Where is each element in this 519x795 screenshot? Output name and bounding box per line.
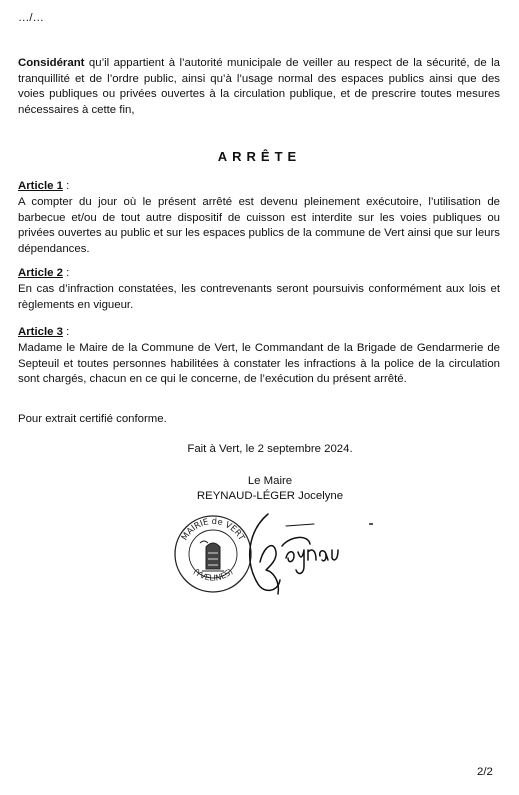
stray-mark [369,523,373,525]
article-3-text: Madame le Maire de la Commune de Vert, le Commandant de la Brigade de Gendarmerie de Septeuil et toutes personnes habilitées à constater les infractions à la police de la circulation sont chargés, chacun en ce qui le concerne, de l’exécution du présent arrêté. [18,342,500,386]
article-1-colon: : [62,180,70,192]
page-continuation-marker: …/… [18,12,44,24]
signatory-role: Le Maire [247,475,293,487]
stamp-emblem [200,541,224,571]
stamp-bottom-text: (YVELINES) [191,566,235,583]
article-2-text: En cas d’infraction constatées, les contrevenants seront poursuivis conformément aux lois et règlements en vigueur. [18,283,500,311]
decree-title: ARRÊTE [217,149,302,164]
considerant-lead: Considérant [18,57,85,69]
page-number: 2/2 [477,766,493,778]
article-1-heading [18,179,69,195]
article-1-label: Article 1 [18,180,63,192]
article-3-heading [18,325,69,341]
article-3-colon: : [62,326,70,338]
certification-line: Pour extrait certifié conforme. [18,413,167,425]
article-1-text: A compter du jour où le présent arrêté est devenu pleinement exécutoire, l’utilisation de barbecue et/ou de tout autre dispositif de cuisson est interdite sur les voies publiques ou privées ouvertes au public et sur les espaces publics de la commune de Vert ainsi que sur leurs dépendances. [18,196,500,255]
place-date-line: Fait à Vert, le 2 septembre 2024. [187,443,353,455]
article-2-label: Article 2 [18,267,63,279]
article-2-heading [18,266,69,282]
article-3-label: Article 3 [18,326,63,338]
considerant-paragraph [18,56,500,118]
stamp-top-text: MAIRIE de VERT [179,516,247,543]
considerant-text: qu’il appartient à l’autorité municipale de veiller au respect de la sécurité, de la tranquillité et de l’ordre public, ainsi qu’à l’usage normal des espaces publics ainsi que des voies publiques ou privées ouvertes à la circulation publique, et de prescrire toutes mesures nécessaires à cette fin, [18,57,500,116]
signatory-name: REYNAUD-LÉGER Jocelyne [196,490,344,502]
article-2-colon: : [62,267,70,279]
handwritten-signature [238,506,350,598]
